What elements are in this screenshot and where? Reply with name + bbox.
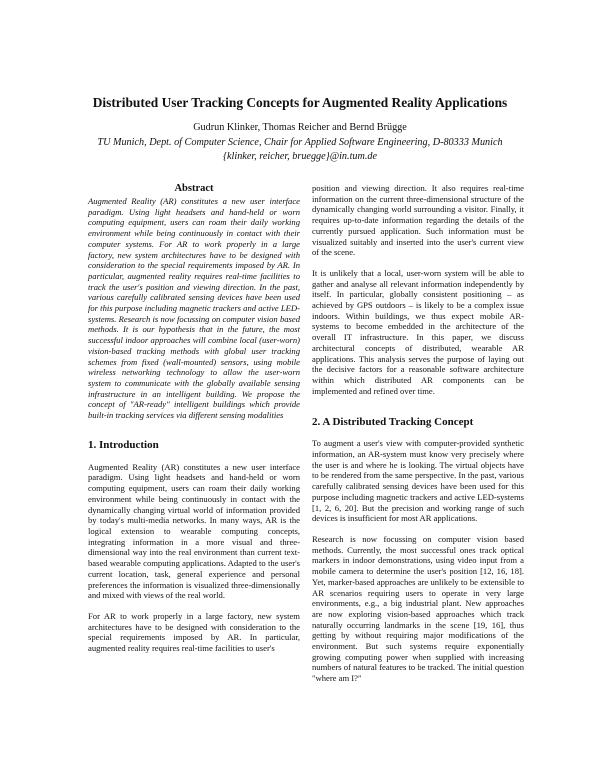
- left-column: [88, 183, 300, 654]
- section-1-heading: 1. Introduction: [88, 438, 159, 451]
- abstract-text: Augmented Reality (AR) constitutes a new user interface paradigm. Using light headsets and hand-held or worn computing equipment, users can roam their daily working environment while being continuously in contact with their computer systems. For AR to work properly in a large factory, new system architectures have to be designed with consideration to the special requirements imposed by AR. In particular, augmented reality requires real-time facilities to track the user's position and viewing direction. In the past, various carefully calibrated sensing devices have been used for this purpose including magnetic trackers and active LED-systems. Research is now focussing on computer vision based methods. It is our hypothesis that in the future, the most successful indoor approaches will combine local (user-worn) vision-based tracking methods with global user tracking schemes from fixed (wall-mounted) sensors, using mobile wireless networking technology to allow the user-worn system to communicate with the globally available sensing infrastructure in an intelligent building. We propose the concept of "AR-ready" intelligent buildings which provide built-in tracking services via different sensing modalities: [88, 196, 300, 421]
- section-1-paragraph-2: For AR to work properly in a large factory, new system architectures have to be designed with consideration to the special requirements imposed by AR. In particular, augmented reality requires real-time facilities to user's: [88, 610, 300, 654]
- paper-title: Distributed User Tracking Concepts for Augmented Reality Applications: [92, 95, 508, 110]
- section-2-paragraph-1: To augment a user's view with computer-provided synthetic information, an AR-system must know very precisely where the user is and where he is looking. The virtual objects have to be rendered from the same perspective. In the past, various carefully calibrated sensing devices have been used for this purpose including magnetic trackers and active LED-systems [1, 2, 6, 20]. But the precision and working range of such devices is insufficient for most AR applications.: [312, 438, 524, 524]
- paper-authors: Gudrun Klinker, Thomas Reicher and Bernd Brügge: [193, 122, 407, 133]
- right-paragraph-2: It is unlikely that a local, user-worn system will be able to gather and analyse all relevant information independently by itself. In particular, globally consistent positioning – as achieved by GPS outdoors – is likely to be a complex issue indoors. Within buildings, we thus expect mobile AR-systems to become embedded in the architecture of the overall IT infrastructure. In this paper, we discuss architectural concepts of distributed, wearable AR applications. This analysis serves the purpose of laying out the decisive factors for a reasonable software architecture within which distributed AR components can be implemented and refined over time.: [312, 267, 524, 396]
- paper-affiliation: TU Munich, Dept. of Computer Science, Chair for Applied Software Engineering, D-80333 Munich: [97, 137, 503, 148]
- section-1-paragraph-1: Augmented Reality (AR) constitutes a new user interface paradigm. Using light headsets and hand-held or worn computing equipment, users can roam their daily working environment while being continuously in contact with the dynamically changing virtual world of information provided by today's multi-media networks. In many ways, AR is the logical extension to wearable computing concepts, integrating information in a more visual and three-dimensional way into the real environment than current text-based wearable computing applications. Adapted to the user's current location, task, general experience and personal preferences the information is visualized three-dimensionally and mixed with views of the real world.: [88, 461, 300, 601]
- abstract-heading: Abstract: [174, 183, 214, 194]
- right-column: [312, 183, 524, 684]
- right-paragraph-1: position and viewing direction. It also requires real-time information on the current three-dimensional structure of the dynamically changing world surrounding a visitor. Finally, it requires up-to-date information regarding the details of the currently pursued application. Such information must be visualized suitably and inserted into the user's current view of the scene.: [312, 183, 524, 258]
- section-2-heading: 2. A Distributed Tracking Concept: [312, 416, 474, 429]
- section-2-paragraph-2: Research is now focussing on computer vision based methods. Currently, the most successful ones track optical markers in indoor demonstrations, using video input from a mobile camera to determine the user's position [12, 16, 18]. Yet, marker-based approaches are unlikely to be extensible to AR scenarios requiring users to operate in very large environments, e.g., a big industrial plant. New approaches are now exploring vision-based approaches which track naturally occurring landmarks in the scene [19, 16], thus getting by without requiring major modifications of the environment. But such systems require exponentially growing computing power when supplied with increasing numbers of natural features to be tracked. The initial question "where am I?": [312, 533, 524, 684]
- paper-email: {klinker, reicher, bruegge}@in.tum.de: [222, 151, 378, 162]
